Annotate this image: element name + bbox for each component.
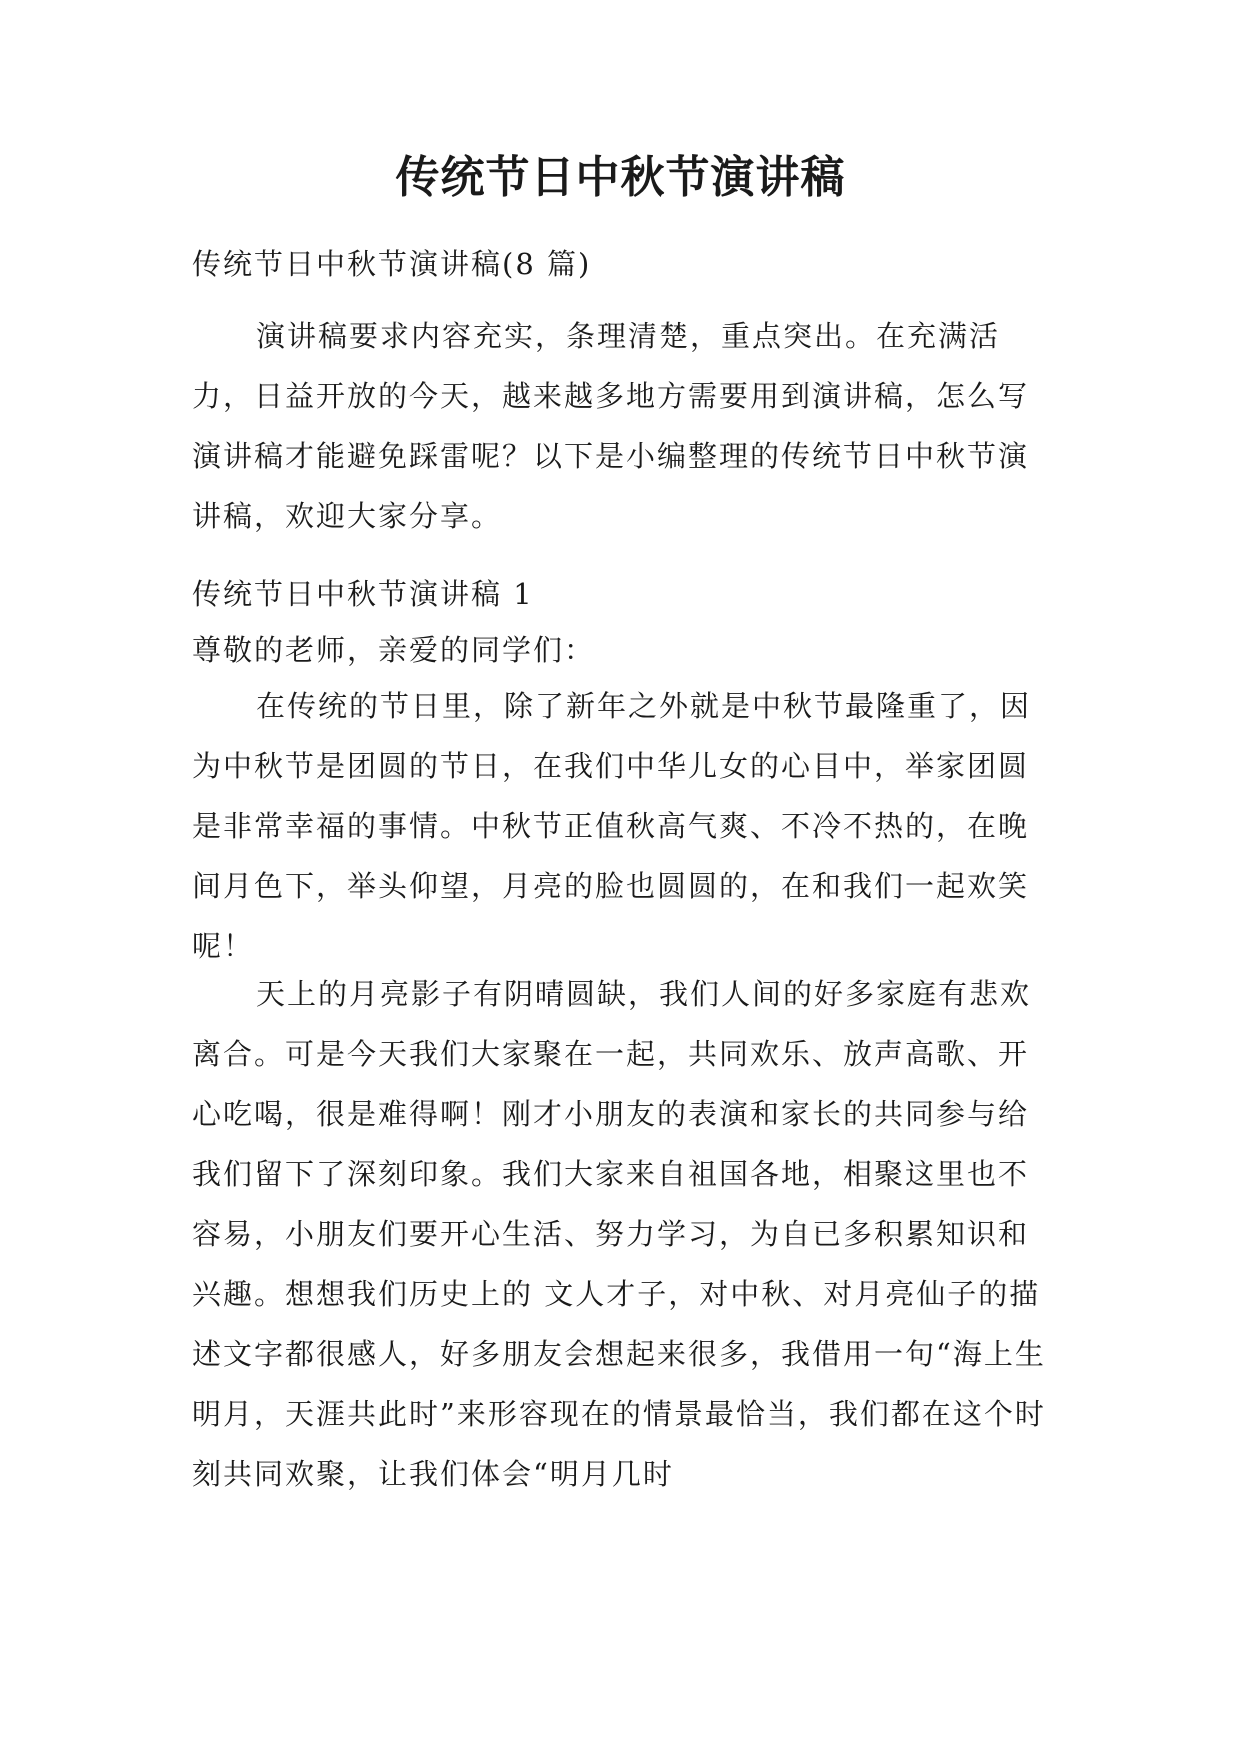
salutation: 尊敬的老师，亲爱的同学们： xyxy=(192,633,596,667)
body-paragraph-2: 天上的月亮影子有阴晴圆缺，我们人间的好多家庭有悲欢离合。可是今天我们大家聚在一起，共同欢乐、放声高歌、开心吃喝，很是难得啊！刚才小朋友的表演和家长的共同参与给我们留下了深刻印象。我们大家来自祖国各地，相聚这里也不容易，小朋友们要开心生活、努力学习，为自已多积累知识和兴趣。想想我们历史上的 文人才子，对中秋、对月亮仙子的描述文字都很感人，好多朋友会想起来很多，我借用一句“海上生明月，天涯共此时”来形容现在的情景最恰当，我们都在这个时刻共同欢聚，让我们体会“明月几时 xyxy=(192,977,1046,1491)
intro-paragraph: 演讲稿要求内容充实，条理清楚，重点突出。在充满活力，日益开放的今天，越来越多地方需要用到演讲稿，怎么写演讲稿才能避免踩雷呢？以下是小编整理的传统节日中秋节演讲稿，欢迎大家分享。 xyxy=(192,319,1030,533)
document-title: 传统节日中秋节演讲稿 xyxy=(395,152,846,203)
document-subtitle: 传统节日中秋节演讲稿(8 篇) xyxy=(192,247,592,281)
body-paragraph-1: 在传统的节日里，除了新年之外就是中秋节最隆重了，因为中秋节是团圆的节日，在我们中华儿女的心目中，举家团圆是非常幸福的事情。中秋节正值秋高气爽、不冷不热的，在晚间月色下，举头仰望，月亮的脸也圆圆的，在和我们一起欢笑呢！ xyxy=(192,689,1032,963)
section-heading: 传统节日中秋节演讲稿 1 xyxy=(192,577,534,611)
